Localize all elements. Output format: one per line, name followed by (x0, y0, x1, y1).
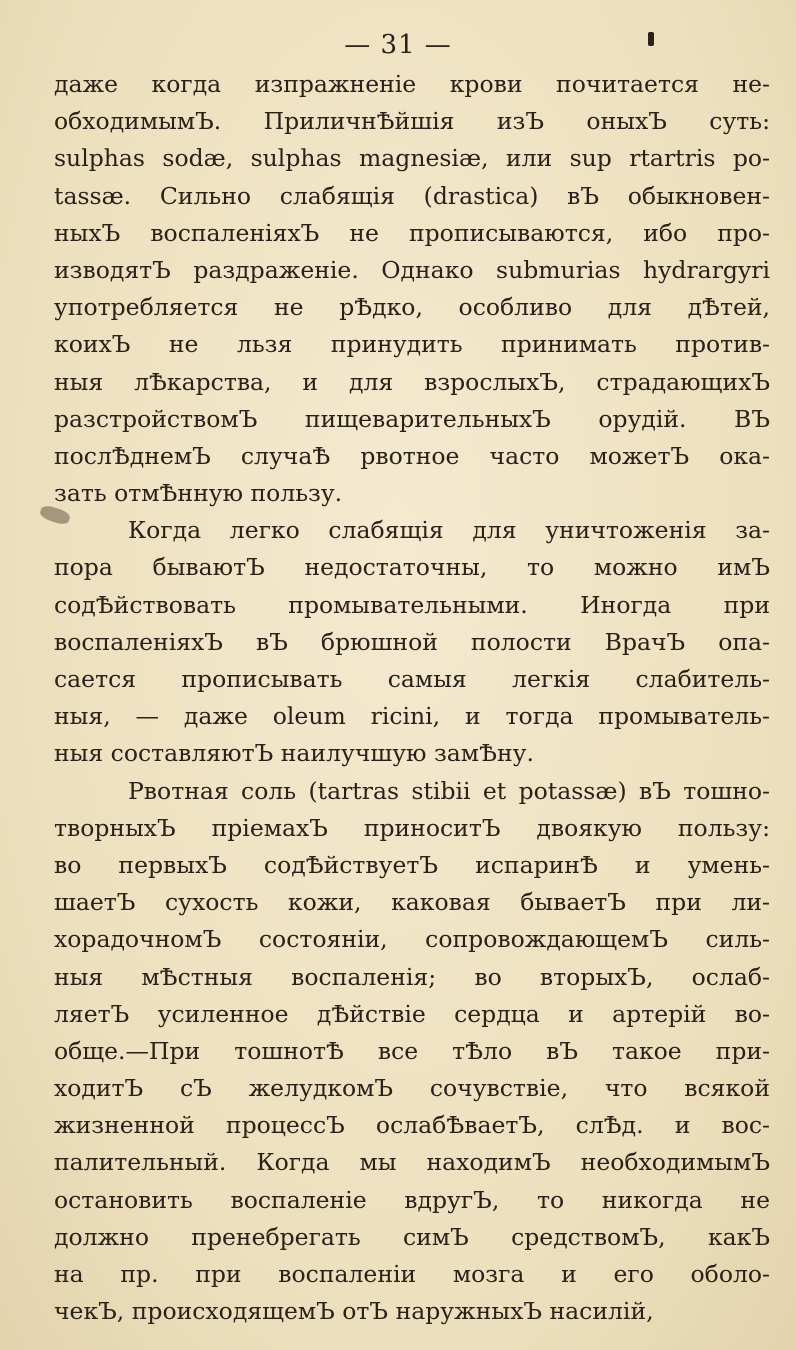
text-line: разстройствомЪ пищеварительныхЪ орудій. ВЪ (54, 404, 770, 433)
text-line: на пр. при воспаленіи мозга и его оболо- (54, 1260, 770, 1288)
text-line: обще.—При тошнотѢ все тѢло вЪ такое при- (54, 1036, 770, 1065)
text-line: ляетЪ усиленное дѢйствіе сердца и артерій во- (54, 999, 770, 1028)
text-line: Рвотная соль (tartras stibii et potassæ) вЪ тошно- (128, 776, 770, 805)
paragraph (54, 66, 770, 512)
text-line: Когда легко слабящія для уничтоженія за- (128, 516, 770, 545)
text-line: жизненной процессЪ ослабѢваетЪ, слѢд. и вос- (54, 1111, 770, 1140)
text-line: зать отмѢнную пользу. (54, 479, 343, 508)
text-line: во первыхЪ содѢйствуетЪ испаринѢ и умень- (54, 850, 770, 879)
text-line: употребляется не рѢдко, особливо для дѢтей, (54, 293, 770, 322)
text-line: палительный. Когда мы находимЪ необходимымЪ (54, 1148, 770, 1177)
text-line: должно пренебрегать симЪ средствомЪ, какЪ (54, 1222, 770, 1251)
paragraph (54, 512, 770, 772)
text-line: изводятЪ раздраженіе. Однако submurias hydrargyri (54, 255, 770, 284)
text-line: sulphas sodæ, sulphas magnesiæ, или sup rtartris po- (54, 144, 770, 173)
text-line: творныхЪ пріемахЪ приноситЪ двоякую пользу: (54, 813, 770, 842)
paragraph (54, 773, 770, 1331)
text-line: содѢйствовать промывательными. Иногда при (54, 590, 770, 619)
text-line: ныя лѢкарства, и для взрослыхЪ, страдающихЪ (54, 367, 770, 396)
text-line: коихЪ не льзя принудить принимать против- (54, 330, 770, 359)
text-line: воспаленіяхЪ вЪ брюшной полости ВрачЪ опа- (54, 627, 770, 656)
page-number: — 31 — (344, 30, 452, 60)
text-line: шаетЪ сухость кожи, каковая бываетЪ при ли- (54, 888, 770, 917)
text-line: сается прописывать самыя легкія слабитель- (54, 665, 770, 693)
text-line: даже когда изпражненіе крови почитается не- (54, 70, 770, 98)
text-line: хорадочномЪ состояніи, сопровождающемЪ силь- (54, 925, 770, 954)
text-line: ныя, — даже oleum ricini, и тогда промыватель- (54, 702, 770, 731)
text-line: ныя составляютЪ наилучшую замѢну. (54, 739, 534, 768)
ink-mark (648, 32, 654, 46)
text-line: чекЪ, происходящемЪ отЪ наружныхЪ насилій, (54, 1297, 654, 1326)
text-line: остановить воспаленіе вдругЪ, то никогда не (54, 1185, 770, 1214)
body-text (54, 66, 770, 1330)
text-line: ныя мѢстныя воспаленія; во вторыхЪ, ослаб- (54, 962, 770, 991)
text-line: tassæ. Сильно слабящія (drastica) вЪ обыкновен- (54, 181, 770, 210)
text-line: ходитЪ сЪ желудкомЪ сочувствіе, что всякой (54, 1074, 770, 1103)
text-line: послѢднемЪ случаѢ рвотное часто можетЪ ока- (54, 441, 770, 470)
text-line: обходимымЪ. ПриличнѢйшія изЪ оныхЪ суть: (54, 107, 770, 136)
text-line: ныхЪ воспаленіяхЪ не прописываются, ибо про- (54, 218, 770, 247)
text-line: пора бываютЪ недостаточны, то можно имЪ (54, 553, 770, 582)
